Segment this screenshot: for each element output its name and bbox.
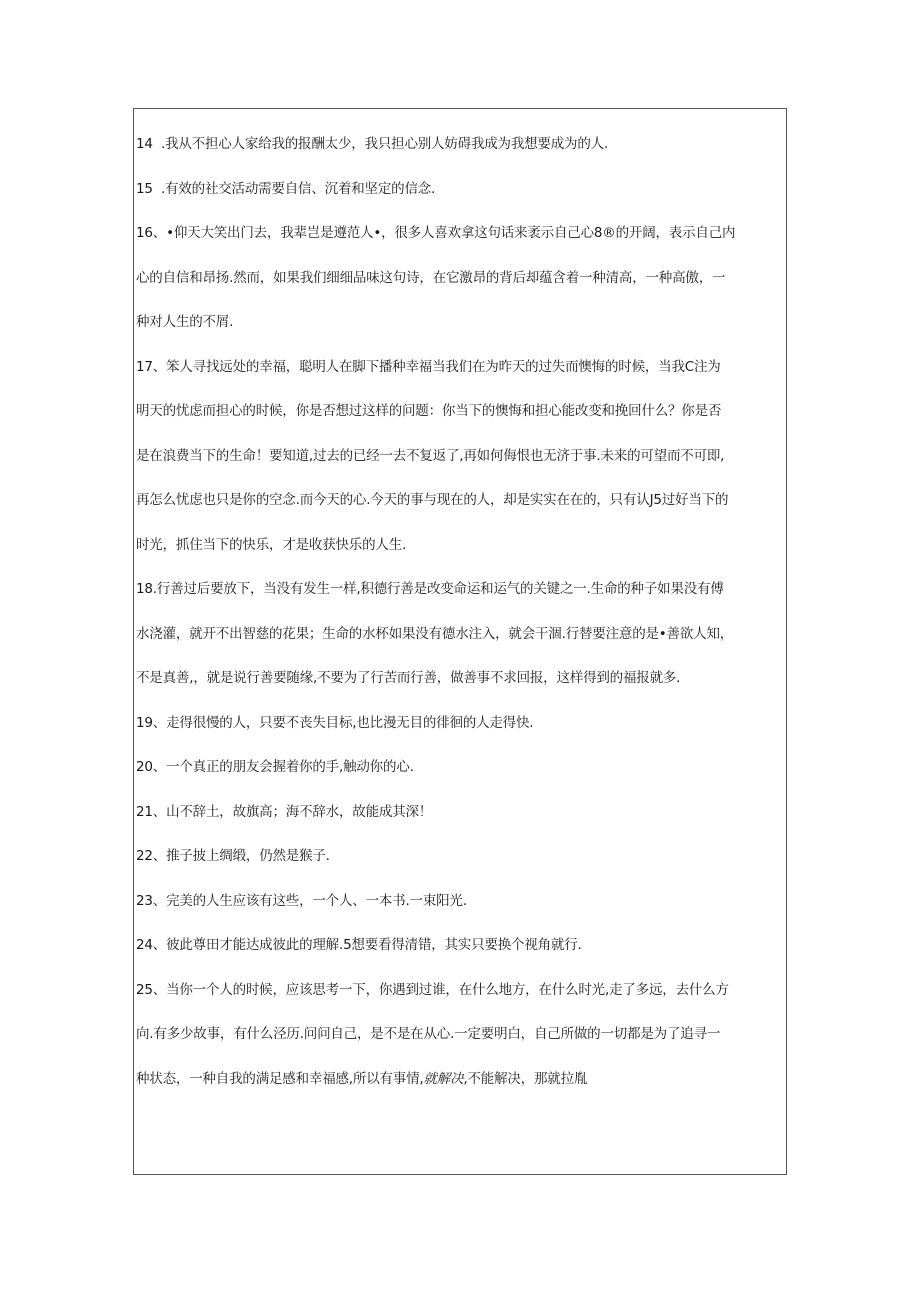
- text-line-22: 22、推子披上绸缎，仍然是猴子.: [136, 848, 330, 864]
- text-line-18a: 18.行善过后要放下，当没有发生一样,积德行善是改变命运和运气的关键之一.生命的种子如果没有傅: [136, 581, 724, 597]
- text-line-16a: 16、•仰天大笑出门去，我辈岂是遵范人•，很多人喜欢拿这句话来袤示自己心8®的开阔，表示自己内: [136, 225, 736, 241]
- text-line-17e: 时光，抓住当下的快乐，才是收获快乐的人生.: [136, 536, 407, 553]
- text-line-18b: 水浇灌，就开不出智慈的花果；生命的水杯如果没有德水注入，就会干涸.行替要注意的是•善欲人知，: [136, 625, 734, 642]
- text-line-17b: 明天的忧虑而担心的时候，你是否想过这样的问题：你当下的懊悔和担心能改变和挽回什么？你是否: [136, 403, 722, 419]
- text-line-24: 24、彼此尊田才能达成彼此的理解.5想要看得清错，其实只要换个视角就行.: [136, 937, 582, 953]
- text-line-25c-after: ,不能解决，那就拉胤: [463, 1070, 588, 1087]
- text-line-19: 19、走得很慢的人，只要不丧失目标,也比漫无目的徘徊的人走得快.: [136, 714, 534, 731]
- text-line-25c: [136, 1061, 788, 1098]
- text-line-17c: 是在浪费当下的生命！要知道,过去的已经一去不复返了,再如何侮恨也无济于事.未来的可望而不可即,: [136, 447, 725, 464]
- document-body: [136, 126, 788, 1097]
- text-line-23: 23、完美的人生应该有这些，一个人、一本书.一束阳光.: [136, 892, 467, 909]
- text-line-18c: 不是真善,，就是说行善要随缘,不要为了行苦而行善，做善事不求回报，这样得到的福报就多.: [136, 670, 681, 686]
- text-line-17a: 17、笨人寻找远处的幸福，聪明人在脚下播种幸福当我们在为昨天的过失而懊悔的时候，当我C注为: [136, 358, 721, 375]
- text-line-16b: 心的自信和昂扬.然而，如果我们细细品味这句诗，在它激昂的背后却蕴含着一种清高，一种高傲，一: [136, 269, 726, 286]
- text-line-15: 15 .有效的社交活动需要自信、沉着和坚定的信念.: [136, 180, 436, 197]
- text-line-20: 20、一个真正的朋友会握着你的手,触动你的心.: [136, 759, 414, 775]
- text-line-25a: 25、当你一个人的时候，应该思考一下，你遇到过谁，在什么地方，在什么时光,走了多远，去什么方: [136, 981, 729, 998]
- text-line-16c: 种对人生的不屑.: [136, 314, 234, 330]
- text-line-25b: 向.有多少故事，有什么泾历.问问自己，是不是在从心.一定要明白，自己所做的一切都是为了追寻一: [136, 1026, 721, 1042]
- text-line-17d: 再怎么忧虑也只是你的空念.而今天的心.今天的事与现在的人，却是实实在在的，只有认J5过好当下的: [136, 492, 729, 508]
- text-line-25c-before: 种状态，一种自我的满足感和幸福感,所以有事情,: [136, 1070, 424, 1087]
- text-line-25c-italic: 就解决: [423, 1070, 464, 1087]
- text-line-14: 14 .我从不担心人家给我的报酬太少，我只担心别人妨碍我成为我想要成为的人.: [136, 136, 609, 152]
- text-line-21: 21、山不辞土，故旗高；海不辞水，故能成其深！: [136, 803, 433, 820]
